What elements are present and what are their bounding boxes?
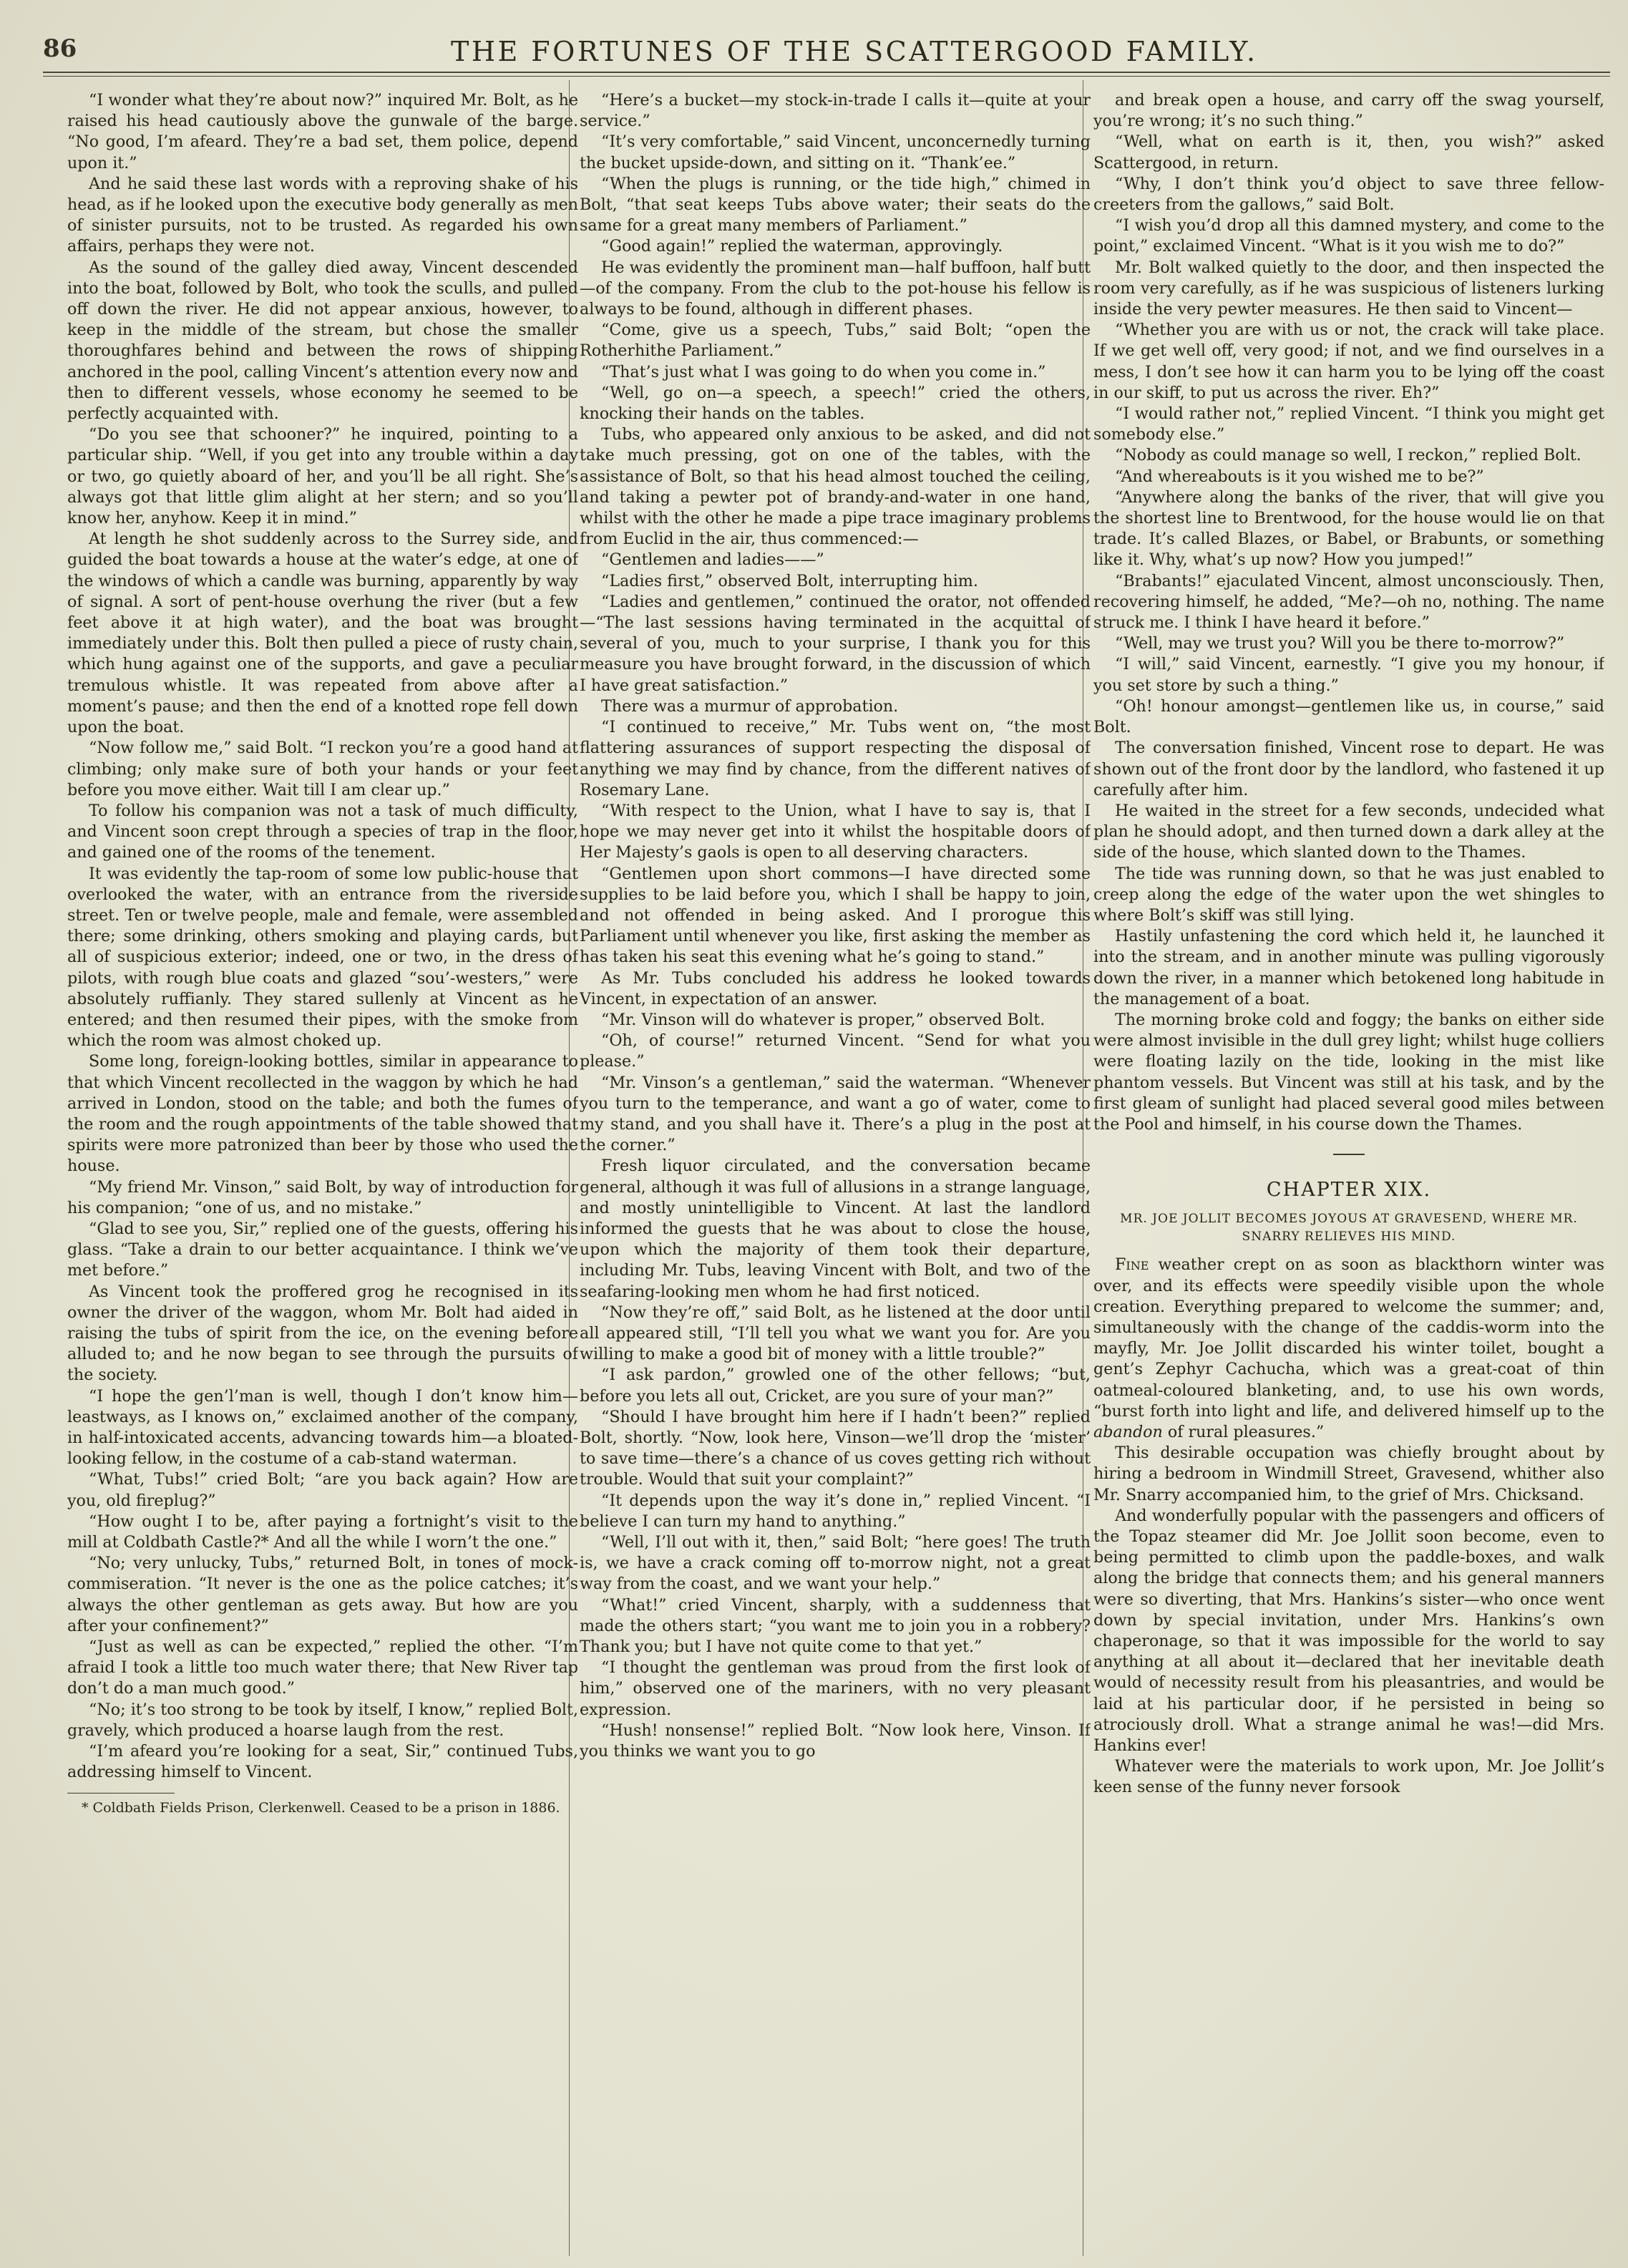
paragraph: “Just as well as can be expected,” replied the other. “I’m afraid I took a little too much water there; that New River tap don’t do a man much good.” — [67, 1637, 578, 1698]
page-number: 86 — [43, 34, 77, 63]
paragraph: “Here’s a bucket—my stock-in-trade I calls it—quite at your service.” — [580, 91, 1091, 131]
paragraph: There was a murmur of approbation. — [601, 696, 899, 716]
paragraph: “Glad to see you, Sir,” replied one of the guests, offering his glass. “Take a drain to our better acquaintance. I think we’ve met before.” — [67, 1219, 578, 1280]
paragraph: “Oh! honour amongst—gentlemen like us, in course,” said Bolt. — [1093, 696, 1604, 737]
chapter-subtitle: MR. JOE JOLLIT BECOMES JOYOUS AT GRAVESEND, WHERE MR. SNARRY RELIEVES HIS MIND. — [1120, 1212, 1578, 1245]
paragraph: “Now follow me,” said Bolt. “I reckon you’re a good hand at climbing; only make sure of both your hands or your feet before you move either. Wait till I am clear up.” — [67, 739, 578, 799]
chapter-first-italic: abandon — [1093, 1422, 1163, 1441]
paragraph: “Come, give us a speech, Tubs,” said Bolt; “open the Rotherhithe Parliament.” — [580, 321, 1091, 361]
page-header — [43, 34, 1610, 72]
paragraph: “Oh, of course!” returned Vincent. “Send for what you please.” — [580, 1031, 1091, 1071]
chapter-first-paragraph — [1093, 1255, 1604, 1443]
paragraph: “I’m afeard you’re looking for a seat, Sir,” continued Tubs, addressing himself to Vincent. — [67, 1742, 578, 1782]
paragraph: “Gentlemen and ladies——” — [601, 550, 824, 570]
paragraph: And wonderfully popular with the passengers and officers of the Topaz steamer did Mr. Joe Jollit soon become, even to being permitted to climb upon the paddle-boxes, and walk along the bridge that connects them; and his general manners were so diverting, that Mrs. Hankins’s sister—who once went down by special invitation, under Mrs. Hankins’s own chaperonage, so that it was impossible for the world to say anything at all about it—declared that her inevitable death would of necessity result from his pleasantries, and would be laid at his particular door, if he persisted in being so atrociously droll. What a strange animal he was!—did Mrs. Hankins ever! — [1093, 1506, 1604, 1756]
chapter-first-text: weather crept on as soon as blackthorn winter was over, and its effects were speedily visible upon the whole creation. Everything prepared to welcome the summer; and, simultaneously with the change of the caddis-worm into the mayfly, Mr. Joe Jollit discarded his winter toilet, bought a gent’s Zephyr Cachucha, which was a great-coat of thin oatmeal-coloured blanketing, and, to use his own words, “burst forth into light and life, and delivered himself up to the — [1093, 1255, 1604, 1421]
paragraph: “Should I have brought him here if I hadn’t been?” replied Bolt, shortly. “Now, look here, Vinson—we’ll drop the ‘mister’ to save time—there’s a chance of us coves getting rich without trouble. Would that suit your complaint?” — [580, 1407, 1091, 1489]
paragraph: Mr. Bolt walked quietly to the door, and then inspected the room very carefully, as if he was suspicious of listeners lurking inside the very pewter measures. He then said to Vincent— — [1093, 258, 1604, 319]
paragraph: and break open a house, and carry off the swag yourself, you’re wrong; it’s no such thing.” — [1093, 91, 1604, 131]
paragraph: “Ladies first,” observed Bolt, interrupting him. — [601, 571, 978, 590]
chapter-first-end: of rural pleasures.” — [1162, 1422, 1325, 1441]
column-2 — [580, 90, 1091, 2266]
paragraph: “Brabants!” ejaculated Vincent, almost unconsciously. Then, recovering himself, he added, “Me?—oh no, nothing. The name struck me. I think I have heard it before.” — [1093, 571, 1604, 633]
paragraph: Tubs, who appeared only anxious to be asked, and did not take much pressing, got on one of the tables, with the assistance of Bolt, so that his head almost touched the ceiling, and taking a pewter pot of brandy-and-water in one hand, whilst with the other he made a pipe trace imaginary problems from Euclid in the air, thus commenced:— — [580, 425, 1091, 549]
chapter-body — [1093, 1443, 1604, 1798]
paragraph: As the sound of the galley died away, Vincent descended into the boat, followed by Bolt, who took the sculls, and pulled off down the river. He did not appear anxious, however, to keep in the middle of the stream, but chose the smaller thoroughfares behind and between the rows of shipping anchored in the pool, calling Vincent’s attention every now and then to different vessels, whose economy he seemed to be perfectly acquainted with. — [67, 258, 578, 424]
paragraph: “Nobody as could manage so well, I reckon,” replied Bolt. — [1115, 446, 1581, 465]
paragraph: “I thought the gentleman was proud from the first look of him,” observed one of the mariners, with no very pleasant expression. — [580, 1658, 1091, 1719]
paragraph: To follow his companion was not a task of much difficulty, and Vincent soon crept through a species of trap in the floor, and gained one of the rooms of the tenement. — [67, 801, 578, 862]
paragraph: “With respect to the Union, what I have to say is, that I hope we may never get into it whilst the hospitable doors of Her Majesty’s gaols is open to all deserving characters. — [580, 801, 1091, 862]
column-1 — [67, 90, 578, 2259]
paragraph: “I wonder what they’re about now?” inquired Mr. Bolt, as he raised his head cautiously above the gunwale of the barge. “No good, I’m afeard. They’re a bad set, them police, depend upon it.” — [67, 91, 578, 172]
paragraph: “I would rather not,” replied Vincent. “I think you might get somebody else.” — [1093, 404, 1604, 444]
paragraph: “I continued to receive,” Mr. Tubs went on, “the most flattering assurances of support respecting the disposal of anything we may find by chance, from the different natives of Rosemary Lane. — [580, 718, 1091, 799]
paragraph: “Do you see that schooner?” he inquired, pointing to a particular ship. “Well, if you get into any trouble within a day or two, go quietly aboard of her, and you’ll be all right. She’s always got that little glim alight at her stern; and so you’ll know her, anyhow. Keep it in mind.” — [67, 425, 578, 528]
paragraph: “Mr. Vinson will do whatever is proper,” observed Bolt. — [601, 1010, 1045, 1029]
column-1-body — [67, 90, 578, 1783]
paragraph: “And whereabouts is it you wished me to be?” — [1115, 467, 1484, 486]
paragraph: “I ask pardon,” growled one of the other fellows; “but, before you lets all out, Cricket, are you sure of your man?” — [580, 1366, 1091, 1406]
paragraph: “I will,” said Vincent, earnestly. “I give you my honour, if you set store by such a thing.” — [1093, 655, 1604, 695]
paragraph: “That’s just what I was going to do when you come in.” — [601, 362, 1046, 381]
paragraph: “Whether you are with us or not, the crack will take place. If we get well off, very good; if not, and we find ourselves in a mess, I don’t see how it can harm you to be lying off the coast in our skiff, to put us across the river. Eh?” — [1093, 321, 1604, 402]
paragraph: It was evidently the tap-room of some low public-house that overlooked the water, with an entrance from the riverside street. Ten or twelve people, male and female, were assembled there; some drinking, others smoking and playing cards, but all of suspicious exterior; indeed, one or two, in the dress of pilots, with rough blue coats and glazed “sou’-westers,” were absolutely ruffianly. They stared sullenly at Vincent as he entered; and then resumed their pipes, with the smoke from which the room was almost choked up. — [67, 864, 578, 1051]
paragraph: “It’s very comfortable,” said Vincent, unconcernedly turning the bucket upside-down, and sitting on it. “Thank’ee.” — [580, 132, 1091, 172]
paragraph: “No; very unlucky, Tubs,” returned Bolt, in tones of mock-commiseration. “It never is the one as the police catches; it’s always the other gentleman as gets away. But how are you after your confinement?” — [67, 1554, 578, 1635]
paragraph: “How ought I to be, after paying a fortnight’s visit to the mill at Coldbath Castle?* And all the while I worn’t the one.” — [67, 1512, 578, 1552]
paragraph: “Good again!” replied the waterman, approvingly. — [601, 237, 1003, 256]
paragraph: “What!” cried Vincent, sharply, with a suddenness that made the others start; “you want me to join you in a robbery? Thank you; but I have not quite come to that yet.” — [580, 1595, 1091, 1657]
paragraph: “I hope the gen’l’man is well, though I don’t know him—leastways, as I knows on,” exclaimed another of the company, in half-intoxicated accents, advancing towards him—a bloated-looking fellow, in the costume of a cab-stand waterman. — [67, 1386, 578, 1469]
chapter-first-word: Fine — [1115, 1255, 1149, 1275]
paragraph: Whatever were the materials to work upon, Mr. Joe Jollit’s keen sense of the funny never forsook — [1093, 1757, 1604, 1797]
paragraph: The morning broke cold and foggy; the banks on either side were almost invisible in the dull grey light; whilst huge colliers were floating lazily on the tide, looking in the mist like phantom vessels. But Vincent was still at his task, and by the first gleam of sunlight had placed several good miles between the Pool and himself, in his course down the Thames. — [1093, 1010, 1604, 1134]
paragraph: The conversation finished, Vincent rose to depart. He was shown out of the front door by the landlord, who fastened it up carefully after him. — [1093, 739, 1604, 799]
paragraph: “I wish you’d drop all this damned mystery, and come to the point,” exclaimed Vincent. “What is it you wish me to do?” — [1093, 216, 1604, 256]
paragraph: The tide was running down, so that he was just enabled to creep along the edge of the water upon the wet shingles to where Bolt’s skiff was still lying. — [1093, 864, 1604, 925]
column-2-body — [580, 90, 1091, 1762]
chapter-title: CHAPTER XIX. — [1266, 1179, 1432, 1202]
paragraph: He was evidently the prominent man—half buffoon, half butt—of the company. From the club to the pot-house his fellow is always to be found, although in different phases. — [580, 258, 1091, 319]
paragraph: “Why, I don’t think you’d object to save three fellow-creeters from the gallows,” said Bolt. — [1093, 174, 1604, 215]
paragraph: “When the plugs is running, or the tide high,” chimed in Bolt, “that seat keeps Tubs above water; their seats do the same for a great many members of Parliament.” — [580, 174, 1091, 235]
header-rule-thin — [43, 76, 1610, 77]
paragraph: “Well, may we trust you? Will you be there to-morrow?” — [1115, 634, 1565, 653]
paragraph: “Well, I’ll out with it, then,” said Bolt; “here goes! The truth is, we have a crack coming off to-morrow night, not a great way from the coast, and we want your help.” — [580, 1533, 1091, 1594]
section-rule — [1333, 1154, 1365, 1155]
paragraph: “Gentlemen upon short commons—I have directed some supplies to be laid before you, which I shall be happy to join, and not offended in being asked. And I prorogue this Parliament until whenever you like, first asking the member as has taken his seat this evening what he’s going to stand.” — [580, 864, 1091, 967]
paragraph: “Now they’re off,” said Bolt, as he listened at the door until all appeared still, “I’ll tell you what we want you for. Are you willing to make a good bit of money with a little trouble?” — [580, 1303, 1091, 1364]
paragraph: “What, Tubs!” cried Bolt; “are you back again? How are you, old fireplug?” — [67, 1470, 578, 1510]
footnote-rule — [67, 1793, 175, 1794]
paragraph: This desirable occupation was chiefly brought about by hiring a bedroom in Windmill Street, Gravesend, whither also Mr. Snarry accompanied him, to the grief of Mrs. Chicksand. — [1093, 1444, 1604, 1504]
running-title: THE FORTUNES OF THE SCATTERGOOD FAMILY. — [451, 36, 1258, 67]
paragraph: Hastily unfastening the cord which held it, he launched it into the stream, and in another minute was pulling vigorously down the river, in a manner which betokened long habitude in the management of a boat. — [1093, 927, 1604, 1008]
paragraph: “No; it’s too strong to be took by itself, I know,” replied Bolt, gravely, which produced a hoarse laugh from the rest. — [67, 1700, 578, 1740]
paragraph: “Mr. Vinson’s a gentleman,” said the waterman. “Whenever you turn to the temperance, and want a go of water, come to my stand, and you shall have it. There’s a plug in the post at the corner.” — [580, 1073, 1091, 1155]
paragraph: “It depends upon the way it’s done in,” replied Vincent. “I believe I can turn my hand to anything.” — [580, 1491, 1091, 1531]
paragraph: As Mr. Tubs concluded his address he looked towards Vincent, in expectation of an answer. — [580, 968, 1091, 1008]
paragraph: “My friend Mr. Vinson,” said Bolt, by way of introduction for his companion; “one of us, and no mistake.” — [67, 1177, 578, 1217]
paragraph: “Ladies and gentlemen,” continued the orator, not offended—“The last sessions having terminated in the acquittal of several of you, much to your surprise, I thank you for this measure you have brought forward, in the discussion of which I have great satisfaction.” — [580, 592, 1091, 695]
column-3-body — [1093, 90, 1604, 1135]
paragraph: “Hush! nonsense!” replied Bolt. “Now look here, Vinson. If you thinks we want you to go — [580, 1721, 1091, 1761]
column-3 — [1093, 90, 1604, 2266]
paragraph: “Anywhere along the banks of the river, that will give you the shortest line to Brentwood, for the house would lie on that trade. It’s called Blazes, or Babel, or Brabunts, or something like it. Why, what’s up now? How you jumped!” — [1093, 487, 1604, 570]
paragraph: “Well, go on—a speech, a speech!” cried the others, knocking their hands on the tables. — [580, 383, 1091, 424]
header-rule — [43, 72, 1610, 73]
footnote: * Coldbath Fields Prison, Clerkenwell. Ceased to be a prison in 1886. — [82, 1800, 560, 1816]
paragraph: And he said these last words with a reproving shake of his head, as if he looked upon the executive body generally as men of sinister pursuits, not to be trusted. As regarded his own affairs, perhaps they were not. — [67, 174, 578, 256]
paragraph: At length he shot suddenly across to the Surrey side, and guided the boat towards a house at the water’s edge, at one of the windows of which a candle was burning, apparently by way of signal. A sort of pent-house overhung the river (but a few feet above it at high water), and the boat was brought immediately under this. Bolt then pulled a piece of rusty chain, which hung against one of the supports, and gave a peculiar tremulous whistle. It was repeated from above after a moment’s pause; and then the end of a knotted rope fell down upon the boat. — [67, 530, 578, 737]
paragraph: Fresh liquor circulated, and the conversation became general, although it was full of allusions in a strange language, and mostly unintelligible to Vincent. At last the landlord informed the guests that he was about to close the house, upon which the majority of them took their departure, including Mr. Tubs, leaving Vincent with Bolt, and two of the seafaring-looking men whom he had first noticed. — [580, 1157, 1091, 1301]
paragraph: “Well, what on earth is it, then, you wish?” asked Scattergood, in return. — [1093, 132, 1604, 172]
paragraph: Some long, foreign-looking bottles, similar in appearance to that which Vincent recollected in the waggon by which he had arrived in London, stood on the table; and both the fumes of the room and the rough appointments of the table showed that spirits were more patronized than beer by those who used the house. — [67, 1052, 578, 1176]
paragraph: As Vincent took the proffered grog he recognised in its owner the driver of the waggon, whom Mr. Bolt had aided in raising the tubs of spirit from the ice, on the evening before alluded to; and he now began to see through the pursuits of the society. — [67, 1282, 578, 1385]
paragraph: He waited in the street for a few seconds, undecided what plan he should adopt, and then turned down a dark alley at the side of the house, which slanted down to the Thames. — [1093, 801, 1604, 862]
